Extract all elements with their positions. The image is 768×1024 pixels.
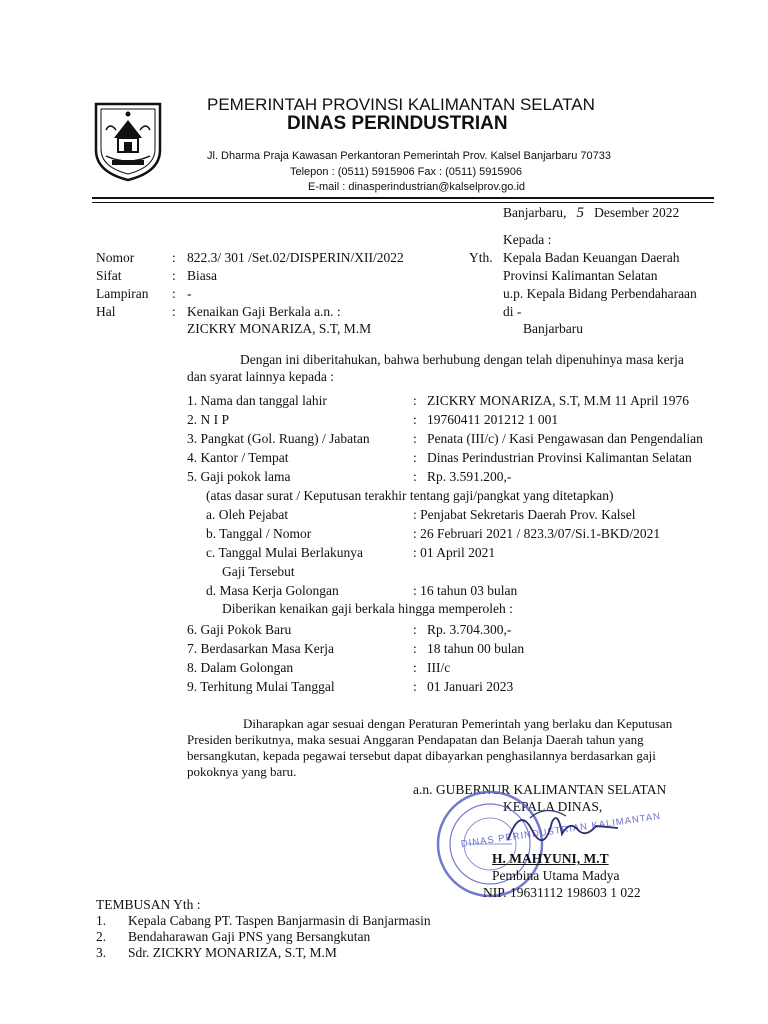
item1-value: ZICKRY MONARIZA, S.T, M.M 11 April 1976	[427, 393, 690, 408]
hal-label: Hal	[96, 304, 116, 319]
recipient-line5: Banjarbaru	[523, 321, 583, 336]
recipient-line4: di -	[503, 304, 522, 319]
sub-b-value: : 26 Februari 2021 / 823.3/07/Si.1-BKD/2021	[413, 526, 661, 541]
signatory-nip: NIP. 19631112 198603 1 022	[483, 885, 641, 900]
item2-value: 19760411 201212 1 001	[427, 412, 559, 427]
cc-item-2: Bendaharawan Gaji PNS yang Bersangkutan	[128, 929, 371, 944]
item7-colon: :	[413, 641, 417, 656]
recipient-line1: Kepala Badan Keuangan Daerah	[503, 250, 680, 265]
lampiran-label: Lampiran	[96, 286, 149, 301]
item7-label: 7. Berdasarkan Masa Kerja	[187, 641, 334, 656]
item4-label: 4. Kantor / Tempat	[187, 450, 289, 465]
handwritten-signature-icon	[500, 800, 630, 850]
nomor-label: Nomor	[96, 250, 135, 265]
header-rule-thin	[92, 202, 714, 203]
item7-value: 18 tahun 00 bulan	[427, 641, 525, 656]
signatory-name: H. MAHYUNI, M.T	[492, 851, 609, 866]
lampiran-colon: :	[172, 286, 176, 301]
hal-colon: :	[172, 304, 176, 319]
item5-colon: :	[413, 469, 417, 484]
cc-number-3: 3.	[96, 945, 107, 960]
item4-value: Dinas Perindustrian Provinsi Kalimantan Selatan	[427, 450, 692, 465]
cc-item-1: Kepala Cabang PT. Taspen Banjarmasin di Banjarmasin	[128, 913, 431, 928]
item8-colon: :	[413, 660, 417, 675]
cc-number-1: 1.	[96, 913, 107, 928]
office-email: E-mail : dinasperindustrian@kalselprov.go.id	[308, 181, 526, 193]
item6-colon: :	[413, 622, 417, 637]
kepada-label: Kepada :	[503, 232, 552, 247]
recipient-line2: Provinsi Kalimantan Selatan	[503, 268, 658, 283]
yth-label: Yth.	[469, 250, 493, 265]
sub-b-label: b. Tanggal / Nomor	[206, 526, 312, 541]
office-phone: Telepon : (0511) 5915906 Fax : (0511) 5915906	[290, 166, 522, 178]
office-address: Jl. Dharma Praja Kawasan Perkantoran Pemerintah Prov. Kalsel Banjarbaru 70733	[207, 150, 611, 162]
sub-c-label: c. Tanggal Mulai Berlakunya	[206, 545, 364, 560]
province-emblem-icon	[92, 100, 164, 182]
basis-note: (atas dasar surat / Keputusan terakhir tentang gaji/pangkat yang ditetapkan)	[206, 488, 614, 503]
item1-label: 1. Nama dan tanggal lahir	[187, 393, 327, 408]
hal-value-line2: ZICKRY MONARIZA, S.T, M.M	[187, 321, 372, 336]
item3-value: Penata (III/c) / Kasi Pengawasan dan Pengendalian	[427, 431, 703, 446]
lampiran-value: -	[187, 286, 192, 301]
item3-colon: :	[413, 431, 417, 446]
recipient-line3: u.p. Kepala Bidang Perbendaharaan	[503, 286, 697, 301]
item9-label: 9. Terhitung Mulai Tanggal	[187, 679, 335, 694]
sub-d-value: : 16 tahun 03 bulan	[413, 583, 518, 598]
closing-line2: Presiden berikutnya, maka sesuai Anggaran Pendapatan dan Belanja Daerah tahun yang	[187, 732, 644, 747]
item8-label: 8. Dalam Golongan	[187, 660, 294, 675]
government-name: PEMERINTAH PROVINSI KALIMANTAN SELATAN	[207, 95, 595, 114]
intro-line1: Dengan ini diberitahukan, bahwa berhubung dengan telah dipenuhinya masa kerja	[240, 352, 684, 367]
sifat-colon: :	[172, 268, 176, 283]
item9-value: 01 Januari 2023	[427, 679, 514, 694]
hal-value-line1: Kenaikan Gaji Berkala a.n. :	[187, 304, 341, 319]
sub-a-value: : Penjabat Sekretaris Daerah Prov. Kalsel	[413, 507, 636, 522]
item1-colon: :	[413, 393, 417, 408]
nomor-value: 822.3/ 301 /Set.02/DISPERIN/XII/2022	[187, 250, 404, 265]
sifat-value: Biasa	[187, 268, 217, 283]
sub-c-value: : 01 April 2021	[413, 545, 496, 560]
item3-label: 3. Pangkat (Gol. Ruang) / Jabatan	[187, 431, 370, 446]
nomor-colon: :	[172, 250, 176, 265]
item8-value: III/c	[427, 660, 451, 675]
department-name: DINAS PERINDUSTRIAN	[287, 113, 508, 134]
item5-label: 5. Gaji pokok lama	[187, 469, 291, 484]
cc-item-3: Sdr. ZICKRY MONARIZA, S.T, M.M	[128, 945, 337, 960]
signatory-rank: Pembina Utama Madya	[492, 868, 620, 883]
signatory-title: KEPALA DINAS,	[503, 799, 603, 814]
closing-line3: bersangkutan, kepada pegawai tersebut dapat dibayarkan penghasilannya berdasarkan gaji	[187, 748, 656, 763]
given-note: Diberikan kenaikan gaji berkala hingga memperoleh :	[222, 601, 513, 616]
item4-colon: :	[413, 450, 417, 465]
cc-title: TEMBUSAN Yth :	[96, 897, 201, 912]
sub-c-label-line2: Gaji Tersebut	[222, 564, 295, 579]
item6-label: 6. Gaji Pokok Baru	[187, 622, 292, 637]
header-rule-thick	[92, 197, 714, 199]
item2-colon: :	[413, 412, 417, 427]
item6-value: Rp. 3.704.300,-	[427, 622, 512, 637]
intro-line2: dan syarat lainnya kepada :	[187, 369, 334, 384]
closing-line1: Diharapkan agar sesuai dengan Peraturan Pemerintah yang berlaku dan Keputusan	[243, 716, 673, 731]
cc-number-2: 2.	[96, 929, 107, 944]
letter-date: Banjarbaru, 5 Desember 2022	[503, 205, 680, 221]
signatory-on-behalf: a.n. GUBERNUR KALIMANTAN SELATAN	[413, 782, 667, 797]
sub-d-label: d. Masa Kerja Golongan	[206, 583, 339, 598]
item5-value: Rp. 3.591.200,-	[427, 469, 512, 484]
closing-line4: pokoknya yang baru.	[187, 764, 297, 779]
stamp-text: DINAS PERINDUSTRIAN KALIMANTAN	[460, 811, 662, 850]
sub-a-label: a. Oleh Pejabat	[206, 507, 289, 522]
sifat-label: Sifat	[96, 268, 122, 283]
item2-label: 2. N I P	[187, 412, 230, 427]
item9-colon: :	[413, 679, 417, 694]
